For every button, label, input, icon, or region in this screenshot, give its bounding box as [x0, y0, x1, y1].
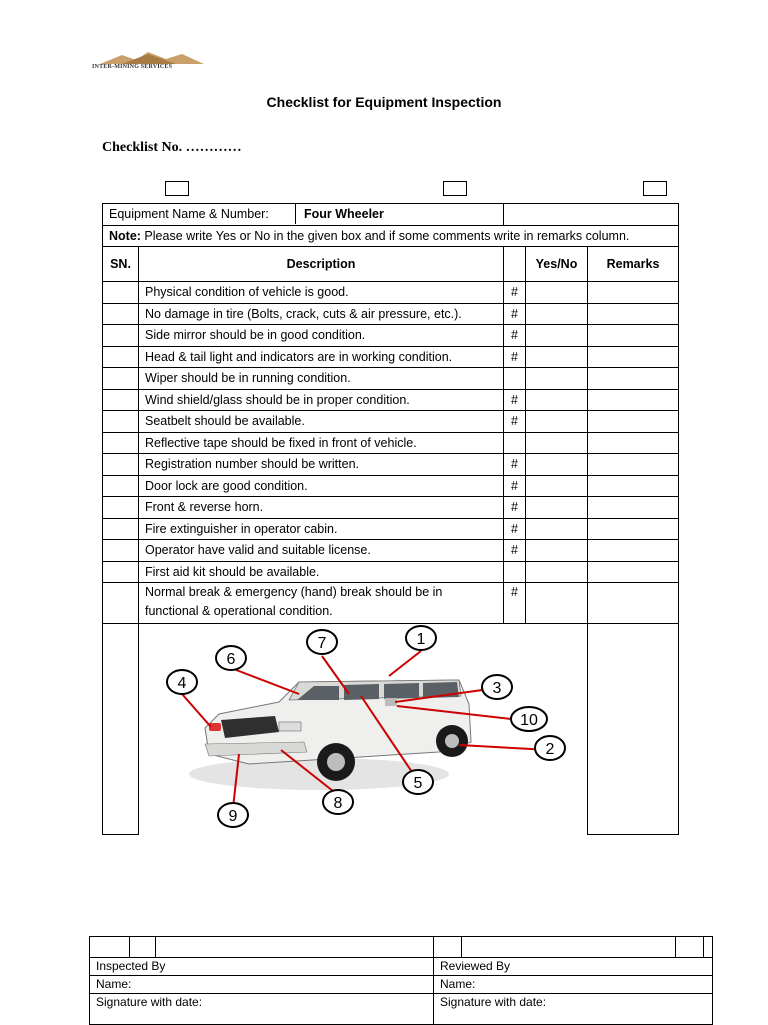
- sn-cell: [103, 518, 139, 540]
- header-yes-no: Yes/No: [526, 247, 588, 282]
- item-description: Front & reverse horn.: [139, 497, 504, 519]
- sn-cell: [103, 303, 139, 325]
- remarks-cell[interactable]: [588, 518, 679, 540]
- sn-cell: [103, 497, 139, 519]
- remarks-cell[interactable]: [588, 432, 679, 454]
- yes-no-cell[interactable]: [526, 411, 588, 433]
- header-sn: SN.: [103, 247, 139, 282]
- sn-cell: [103, 475, 139, 497]
- remarks-cell[interactable]: [588, 454, 679, 476]
- tick-box-middle[interactable]: [443, 181, 467, 196]
- item-mark: #: [504, 346, 526, 368]
- callout-label: 1: [416, 631, 426, 648]
- table-row-last: [103, 583, 679, 624]
- callout-label: 2: [545, 741, 555, 758]
- inspected-by-label: Inspected By: [90, 958, 434, 976]
- tick-box-right[interactable]: [643, 181, 667, 196]
- table-row: [103, 282, 679, 304]
- item-mark: #: [504, 411, 526, 433]
- sn-cell: [103, 540, 139, 562]
- item-mark: #: [504, 518, 526, 540]
- sn-cell: [103, 454, 139, 476]
- equipment-row: [103, 204, 679, 226]
- yes-no-cell[interactable]: [526, 540, 588, 562]
- remarks-cell[interactable]: [588, 583, 679, 624]
- note-row: [103, 225, 679, 247]
- sn-cell: [103, 389, 139, 411]
- callout-6: [216, 646, 246, 670]
- table-row: [103, 368, 679, 390]
- item-description: Reflective tape should be fixed in front of vehicle.: [139, 432, 504, 454]
- company-name: INTER-MINING SERVICES: [92, 64, 173, 70]
- item-description: Seatbelt should be available.: [139, 411, 504, 433]
- callout-7: [307, 630, 337, 654]
- yes-no-cell[interactable]: [526, 475, 588, 497]
- item-mark: #: [504, 540, 526, 562]
- table-row: [103, 346, 679, 368]
- item-description: First aid kit should be available.: [139, 561, 504, 583]
- remarks-cell[interactable]: [588, 303, 679, 325]
- table-row: [103, 561, 679, 583]
- item-mark: #: [504, 454, 526, 476]
- item-mark: #: [504, 303, 526, 325]
- callout-3: [482, 675, 512, 699]
- item-description: Wiper should be in running condition.: [139, 368, 504, 390]
- item-description: Fire extinguisher in operator cabin.: [139, 518, 504, 540]
- equipment-label: Equipment Name & Number:: [103, 204, 296, 224]
- item-mark: #: [504, 583, 526, 624]
- signature-field-left[interactable]: Signature with date:: [90, 994, 434, 1025]
- checklist-number: Checklist No. …………: [102, 140, 242, 155]
- yes-no-cell[interactable]: [526, 303, 588, 325]
- vehicle-diagram-cell: [139, 624, 588, 835]
- equipment-value: Four Wheeler: [304, 207, 384, 222]
- remarks-cell[interactable]: [588, 475, 679, 497]
- item-mark: #: [504, 325, 526, 347]
- yes-no-cell[interactable]: [526, 518, 588, 540]
- item-mark: #: [504, 282, 526, 304]
- item-mark: #: [504, 389, 526, 411]
- item-description: Wind shield/glass should be in proper condition.: [139, 389, 504, 411]
- table-row: [103, 303, 679, 325]
- item-description: Registration number should be written.: [139, 454, 504, 476]
- item-description: Head & tail light and indicators are in working condition.: [139, 346, 504, 368]
- yes-no-cell[interactable]: [526, 432, 588, 454]
- header-description: Description: [139, 247, 504, 282]
- remarks-cell[interactable]: [588, 282, 679, 304]
- reviewed-by-label: Reviewed By: [434, 958, 713, 976]
- callout-5: [403, 770, 433, 794]
- vehicle-diagram: [139, 624, 588, 828]
- sn-cell: [103, 325, 139, 347]
- table-row: [103, 497, 679, 519]
- yes-no-cell[interactable]: [526, 325, 588, 347]
- callout-1: [406, 626, 436, 650]
- callout-label: 7: [317, 635, 327, 652]
- yes-no-cell[interactable]: [526, 454, 588, 476]
- header-remarks: Remarks: [588, 247, 679, 282]
- table-row: [103, 411, 679, 433]
- callout-4: [167, 670, 197, 694]
- callout-10: [511, 707, 547, 731]
- item-description: Normal break & emergency (hand) break should be in functional & operational condition.: [139, 583, 504, 624]
- callout-label: 9: [228, 808, 238, 825]
- sn-cell: [103, 432, 139, 454]
- yes-no-cell[interactable]: [526, 583, 588, 624]
- table-row: [103, 325, 679, 347]
- callout-label: 10: [520, 712, 538, 729]
- callout-2: [535, 736, 565, 760]
- callout-label: 5: [413, 775, 423, 792]
- footer-box-right[interactable]: [676, 937, 704, 958]
- remarks-cell[interactable]: [588, 346, 679, 368]
- yes-no-cell[interactable]: [526, 561, 588, 583]
- callout-9: [218, 803, 248, 827]
- item-mark: [504, 368, 526, 390]
- remarks-cell[interactable]: [588, 561, 679, 583]
- sn-cell: [103, 282, 139, 304]
- item-mark: [504, 561, 526, 583]
- signoff-table: [89, 936, 713, 1025]
- callout-label: 6: [226, 651, 236, 668]
- item-description: No damage in tire (Bolts, crack, cuts & air pressure, etc.).: [139, 303, 504, 325]
- item-description: Physical condition of vehicle is good.: [139, 282, 504, 304]
- name-field-left[interactable]: Name:: [90, 976, 434, 994]
- name-field-right[interactable]: Name:: [434, 976, 713, 994]
- yes-no-cell[interactable]: [526, 368, 588, 390]
- signature-field-right[interactable]: Signature with date:: [434, 994, 713, 1025]
- item-mark: #: [504, 497, 526, 519]
- sn-cell: [103, 346, 139, 368]
- footer-box-middle[interactable]: [434, 937, 462, 958]
- inspection-checklist-table: [102, 203, 679, 835]
- remarks-cell[interactable]: [588, 497, 679, 519]
- yes-no-cell[interactable]: [526, 497, 588, 519]
- item-description: Side mirror should be in good condition.: [139, 325, 504, 347]
- page-title: Checklist for Equipment Inspection: [266, 94, 502, 110]
- remarks-cell[interactable]: [588, 368, 679, 390]
- callout-label: 8: [333, 795, 343, 812]
- remarks-cell[interactable]: [588, 389, 679, 411]
- item-mark: [504, 432, 526, 454]
- table-row: [103, 389, 679, 411]
- table-row: [103, 518, 679, 540]
- tick-box-left[interactable]: [165, 181, 189, 196]
- company-logo: [92, 50, 208, 72]
- table-header-row: [103, 247, 679, 282]
- note-label: Note:: [109, 228, 141, 243]
- item-description: Door lock are good condition.: [139, 475, 504, 497]
- item-description: Operator have valid and suitable license.: [139, 540, 504, 562]
- table-row: [103, 432, 679, 454]
- table-row: [103, 540, 679, 562]
- callout-8: [323, 790, 353, 814]
- remarks-cell[interactable]: [588, 325, 679, 347]
- remarks-cell[interactable]: [588, 411, 679, 433]
- sn-cell: [103, 561, 139, 583]
- table-row: [103, 475, 679, 497]
- callout-label: 3: [492, 680, 502, 697]
- yes-no-cell[interactable]: [526, 346, 588, 368]
- item-mark: #: [504, 475, 526, 497]
- note-text: Please write Yes or No in the given box and if some comments write in remarks column.: [140, 228, 630, 243]
- yes-no-cell[interactable]: [526, 282, 588, 304]
- callout-label: 4: [177, 675, 187, 692]
- table-row: [103, 454, 679, 476]
- sn-cell: [103, 411, 139, 433]
- remarks-cell[interactable]: [588, 540, 679, 562]
- diagram-row: [103, 624, 679, 835]
- yes-no-cell[interactable]: [526, 389, 588, 411]
- sn-cell: [103, 368, 139, 390]
